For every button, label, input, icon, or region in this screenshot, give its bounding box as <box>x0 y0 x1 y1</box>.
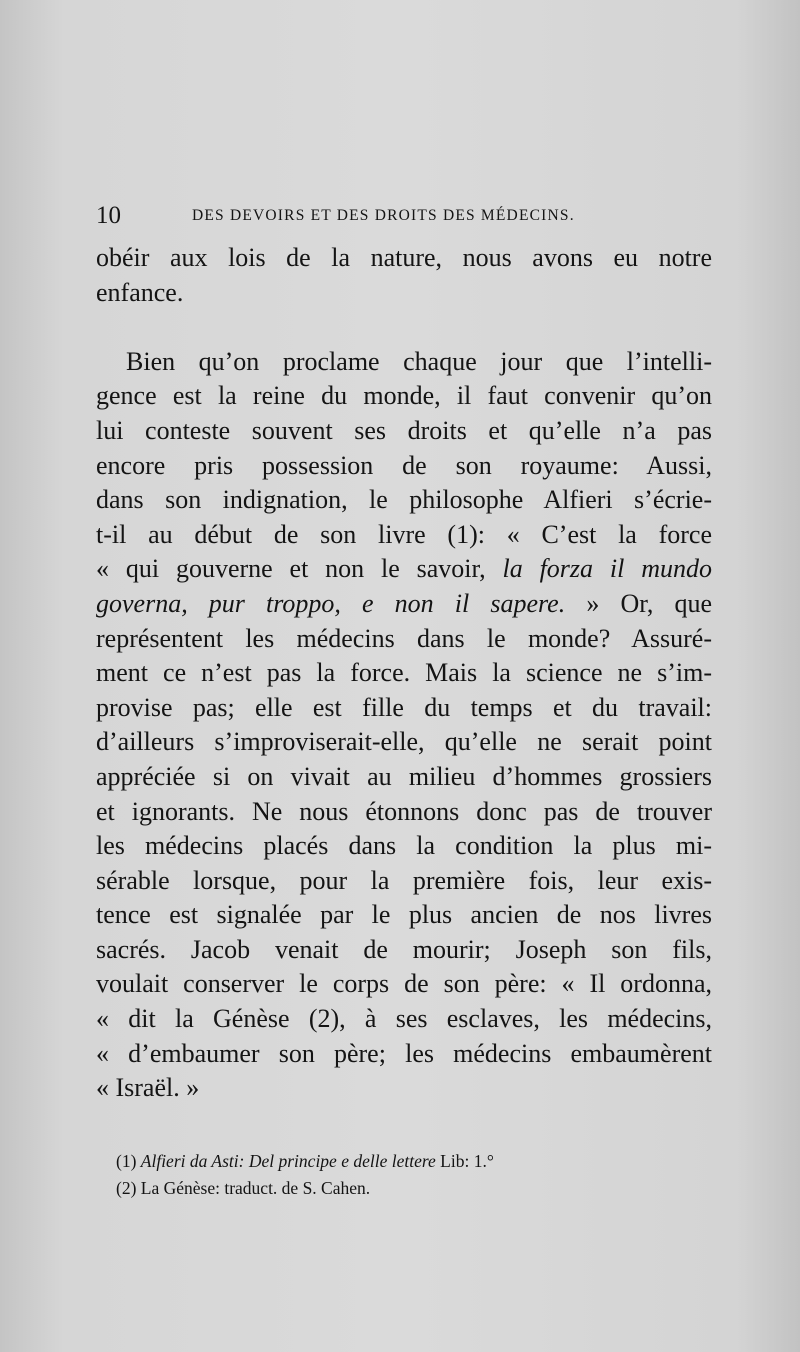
footnote-1 <box>116 1148 716 1175</box>
text-line <box>96 552 712 587</box>
text-line: représentent les médecins dans le monde? Assuré- <box>96 623 712 653</box>
text-line: t-il au début de son livre (1): « C’est la force <box>96 519 712 549</box>
footnote-marker: (1) <box>116 1151 141 1171</box>
text-segment: » Or, que <box>565 588 712 618</box>
text-line: sacrés. Jacob venait de mourir; Joseph son fils, <box>96 934 712 964</box>
text-line: Bien qu’on proclame chaque jour que l’intelli- <box>126 346 712 376</box>
running-title: DES DEVOIRS ET DES DROITS DES MÉDECINS. <box>192 207 575 224</box>
page-number: 10 <box>96 202 121 229</box>
text-segment: « qui gouverne et non le savoir, <box>96 554 503 584</box>
footnote-title: Alfieri da Asti: Del principe e delle lettere <box>140 1151 436 1171</box>
text-line: et ignorants. Ne nous étonnons donc pas de trouver <box>96 796 712 826</box>
text-line: voulait conserver le corps de son père: « Il ordonna, <box>96 969 712 999</box>
text-line: enfance. <box>96 277 184 307</box>
italic-quote: la forza il mundo <box>502 554 712 584</box>
text-line: d’ailleurs s’improviserait-elle, qu’elle ne serait point <box>96 727 712 757</box>
text-line: encore pris possession de son royaume: Aussi, <box>96 450 712 480</box>
footnote-2: (2) La Génèse: traduct. de S. Cahen. <box>116 1178 371 1198</box>
text-line: lui conteste souvent ses droits et qu’elle n’a pas <box>96 415 712 445</box>
text-line: dans son indignation, le philosophe Alfieri s’écrie- <box>96 485 712 515</box>
paragraph-gap <box>96 310 712 345</box>
footnote-text: Lib: 1.° <box>435 1151 494 1171</box>
text-line: « d’embaumer son père; les médecins embaumèrent <box>96 1038 712 1068</box>
text-line <box>96 587 712 622</box>
text-line: « dit la Génèse (2), à ses esclaves, les médecins, <box>96 1004 712 1034</box>
footnotes <box>116 1148 716 1202</box>
text-line: provise pas; elle est fille du temps et du travail: <box>96 692 712 722</box>
italic-quote: governa, pur troppo, e non il sapere. <box>96 588 566 618</box>
page-header <box>96 200 712 232</box>
text-line: les médecins placés dans la condition la plus mi- <box>96 831 712 861</box>
text-line: tence est signalée par le plus ancien de nos livres <box>96 900 712 930</box>
text-line: appréciée si on vivait au milieu d’hommes grossiers <box>96 761 712 791</box>
body-text <box>96 241 712 1106</box>
text-line: obéir aux lois de la nature, nous avons eu notre <box>96 243 712 272</box>
text-line: ment ce n’est pas la force. Mais la science ne s’im- <box>96 658 712 688</box>
text-line: gence est la reine du monde, il faut convenir qu’on <box>96 381 712 411</box>
text-line: sérable lorsque, pour la première fois, leur exis- <box>96 865 712 895</box>
text-line: « Israël. » <box>96 1073 200 1103</box>
